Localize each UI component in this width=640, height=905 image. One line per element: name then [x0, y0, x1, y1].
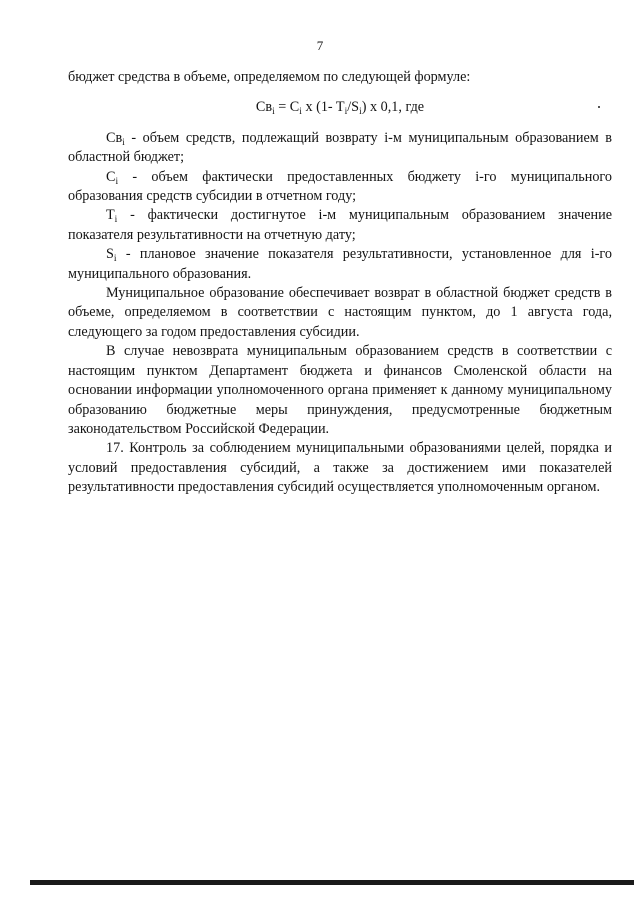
definition-c: $C_i$ - объем фактически предоставленных бюджету i-го муниципального образования средств субсидии в отчетном году; [68, 168, 612, 205]
definition-t: $T_i$ - фактически достигнутое i-м муниципальным образованием значение показателя результативности на отчетную дату; [68, 207, 612, 243]
non-return-paragraph: В случае невозврата муниципальным образованием средств в соответствии с настоящим пунктом Департамент бюджета и финансов Смоленской области на основании информации уполномоченного органа применяет к данному муниципальному образованию бюджетные меры принуждения, предусмотренные бюджетным законодательством Российской Федерации. [68, 343, 612, 437]
document-body [68, 68, 612, 498]
return-paragraph: Муниципальное образование обеспечивает возврат в областной бюджет средств в объеме, определяемом в соответствии с настоящим пунктом, до 1 августа года, следующего за годом предоставления субсидии. [68, 285, 612, 340]
formula: $Св_i = C_i$ x (1- $T_i/S_i$) x 0,1, где [255, 99, 425, 118]
intro-paragraph: бюджет средства в объеме, определяемом по следующей формуле: [68, 69, 471, 85]
page-number: 7 [316, 38, 324, 53]
clause-17-paragraph: 17. Контроль за соблюдением муниципальными образованиями целей, порядка и условий предоставления субсидий, а также за достижением ими показателей результативности предоставления субсидий осуществляется уполномоченным органом. [68, 440, 612, 496]
definition-s: $S_i$ - плановое значение показателя результативности, установленное для i-го муниципального образования. [68, 246, 612, 282]
definition-sv: $Св_i$ - объем средств, подлежащий возврату i-м муниципальным образованием в областной бюджет; [68, 129, 612, 166]
bottom-border-line [30, 880, 634, 885]
